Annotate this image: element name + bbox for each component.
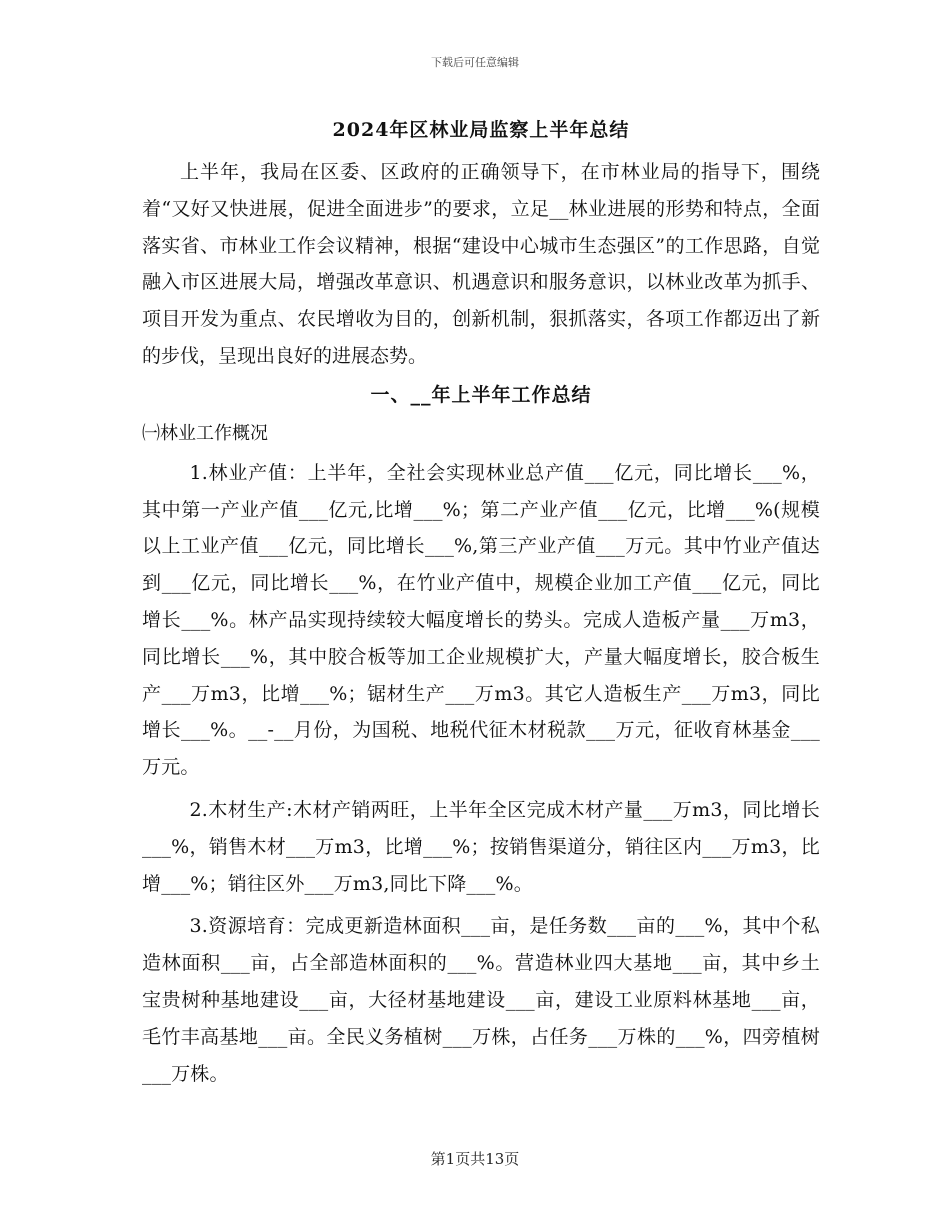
header-note: 下载后可任意编辑 — [431, 56, 519, 69]
intro-paragraph: 上半年，我局在区委、区政府的正确领导下，在市林业局的指导下，围绕着“又好又快进展，促进全面进步”的要求，立足__林业进展的形势和特点，全面落实省、市林业工作会议精神，根据“建设中心城市生态强区”的工作思路，自觉融入市区进展大局，增强改革意识、机遇意识和服务意识，以林业改革为抓手、项目开发为重点、农民增收为目的，创新机制，狠抓落实，各项工作都迈出了新的步伐，呈现出良好的进展态势。 — [142, 161, 820, 367]
section-heading: 一、__年上半年工作总结 — [370, 383, 592, 406]
page-footer: 第1页共13页 — [430, 1150, 520, 1168]
item-timber-production: 2.木材生产:木材产销两旺，上半年全区完成木材产量___万m3，同比增长___%，销售木材___万m3，比增___%；按销售渠道分，销往区内___万m3，比增___%；销往区外___万m3,同比下降___%。 — [142, 798, 820, 895]
document-body — [142, 108, 820, 1092]
item-resource-cultivation: 3.资源培育：完成更新造林面积___亩，是任务数___亩的___%，其中个私造林面积___亩，占全部造林面积的___%。营造林业四大基地___亩，其中乡土宝贵树种基地建设___亩，大径材基地建设___亩，建设工业原料林基地___亩，毛竹丰高基地___亩。全民义务植树___万株，占任务___万株的___%，四旁植树___万株。 — [142, 915, 820, 1085]
subsection-heading: ㈠林业工作概况 — [142, 422, 268, 444]
item-forestry-output: 1.林业产值：上半年，全社会实现林业总产值___亿元，同比增长___%，其中第一产业产值___亿元,比增___%；第二产业产值___亿元，比增___%(规模以上工业产值___亿元，同比增长___%,第三产业产值___万元。其中竹业产值达到___亿元，同比增长___%，在竹业产值中，规模企业加工产值___亿元，同比增长___%。林产品实现持续较大幅度增长的势头。完成人造板产量___万m3，同比增长___%，其中胶合板等加工企业规模扩大，产量大幅度增长，胶合板生产___万m3，比增___%；锯材生产___万m3。其它人造板生产___万m3，同比增长___%。__-__月份，为国税、地税代征木材税款___万元，征收育林基金___万元。 — [142, 461, 820, 779]
document-title: 2024年区林业局监察上半年总结 — [332, 119, 630, 141]
